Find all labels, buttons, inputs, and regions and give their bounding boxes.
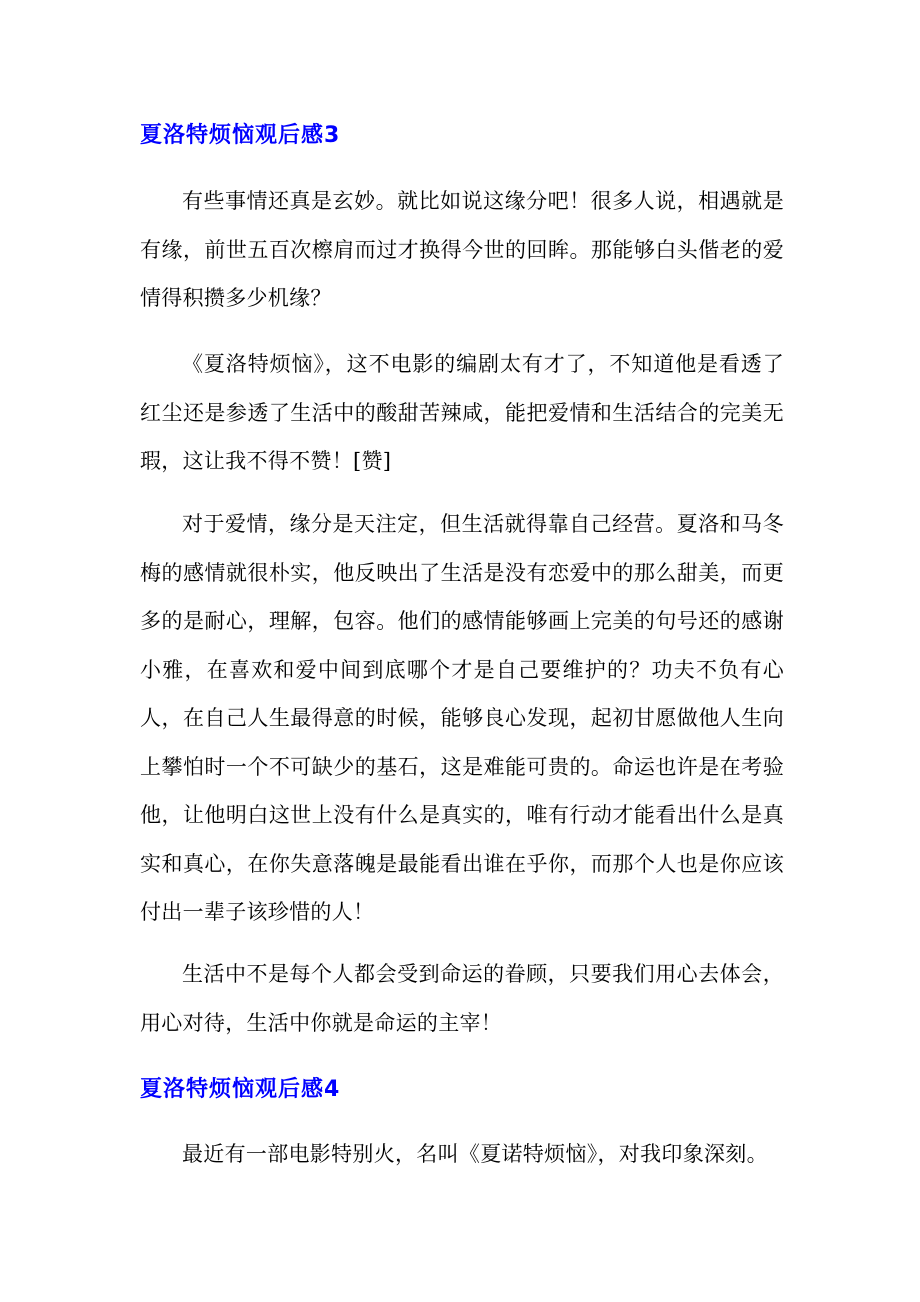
paragraph: 最近有一部电影特别火，名叫《夏诺特烦恼》，对我印象深刻。 — [182, 1142, 768, 1166]
section-title: 夏洛特烦恼观后感3 — [140, 123, 341, 148]
paragraph: 有些事情还真是玄妙。就比如说这缘分吧！很多人说，相遇就是有缘，前世五百次檫肩而过才换得今世的回眸。那能够白头偕老的爱情得积攒多少机缘？ — [140, 189, 784, 310]
paragraph: 生活中不是每个人都会受到命运的眷顾，只要我们用心去体会，用心对待，生活中你就是命运的主宰！ — [140, 962, 784, 1035]
section-title: 夏洛特烦恼观后感4 — [140, 1077, 341, 1102]
paragraph: 《夏洛特烦恼》，这不电影的编剧太有才了，不知道他是看透了红尘还是参透了生活中的酸甜苦辣咸，能把爱情和生活结合的完美无瑕，这让我不得不赞！[赞] — [140, 352, 784, 473]
paragraph: 对于爱情，缘分是天注定，但生活就得靠自己经营。夏洛和马冬梅的感情就很朴实，他反映出了生活是没有恋爱中的那么甜美，而更多的是耐心，理解，包容。他们的感情能够画上完美的句号还的感谢小雅，在喜欢和爱中间到底哪个才是自己要维护的？功夫不负有心人，在自己人生最得意的时候，能够良心发现，起初甘愿做他人生向上攀怕时一个不可缺少的基石，这是难能可贵的。命运也许是在考验他，让他明白这世上没有什么是真实的，唯有行动才能看出什么是真实和真心，在你失意落魄是最能看出谁在乎你，而那个人也是你应该付出一辈子该珍惜的人！ — [140, 512, 784, 924]
